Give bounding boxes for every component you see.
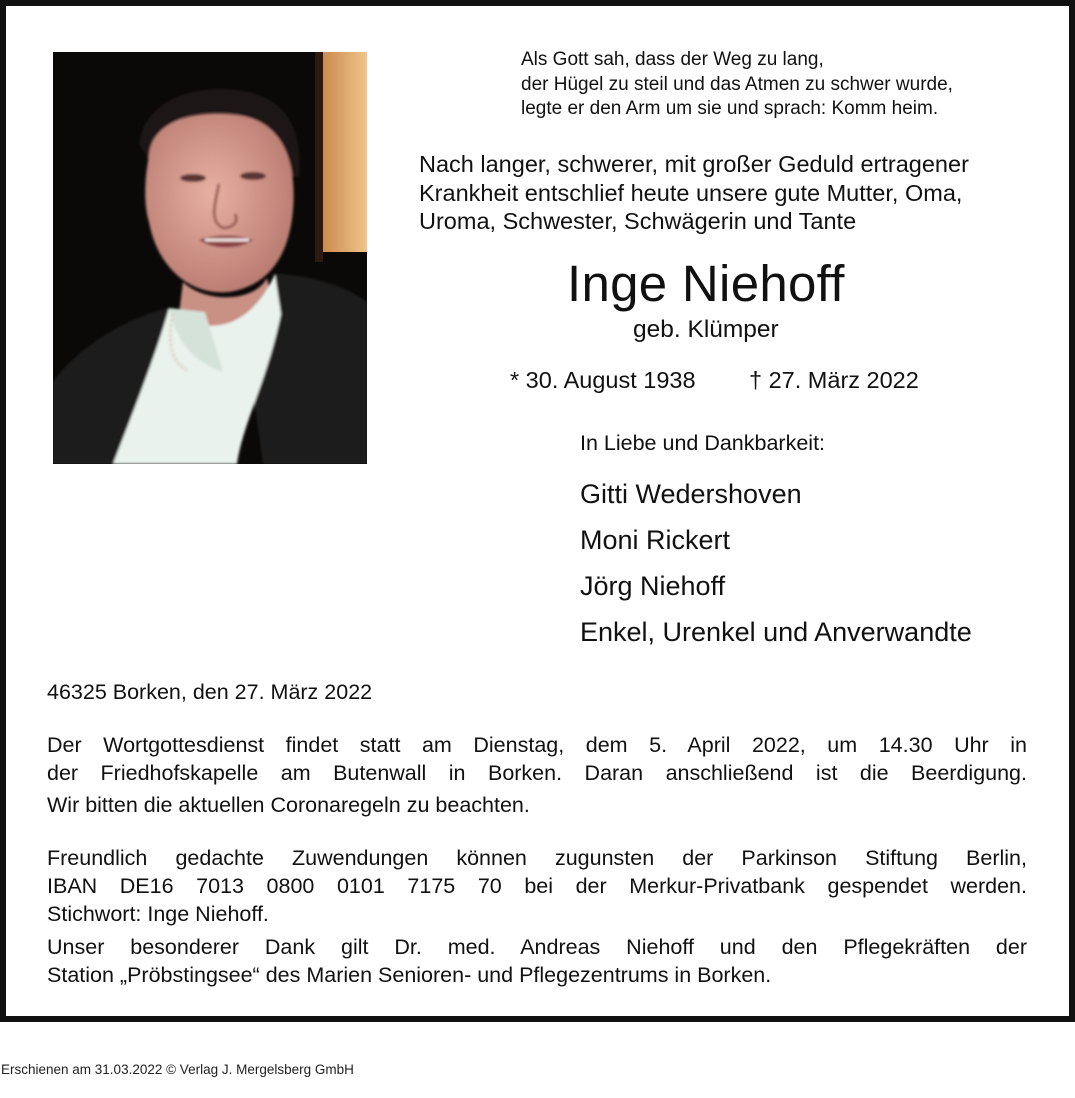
intro-line: Uroma, Schwester, Schwägerin und Tante (419, 208, 857, 234)
deceased-name: Inge Niehoff (567, 255, 845, 312)
portrait-photo (53, 52, 367, 464)
gratitude-line: Station „Pröbstingsee“ des Marien Senioren- und Pflegezentrums in Borken. (47, 963, 772, 987)
donations-line: Freundlich gedachte Zuwendungen können zugunsten der Parkinson Stiftung Berlin, (47, 846, 1027, 870)
donations-paragraph (47, 844, 1027, 928)
poem-line: legte er den Arm um sie und sprach: Komm heim. (521, 98, 939, 119)
service-paragraph (47, 731, 1027, 787)
service-line: der Friedhofskapelle am Butenwall in Borken. Daran anschließend ist die Beerdigung. (47, 761, 1027, 785)
birth-name: geb. Klümper (633, 316, 779, 343)
corona-note: Wir bitten die aktuellen Coronaregeln zu beachten. (47, 793, 530, 817)
mourner: Moni Rickert (580, 525, 731, 555)
death-date: † 27. März 2022 (749, 367, 919, 393)
intro-line: Krankheit entschlief heute unsere gute Mutter, Oma, (419, 179, 963, 206)
place-date: 46325 Borken, den 27. März 2022 (47, 680, 373, 704)
poem-line: Als Gott sah, dass der Weg zu lang, (521, 49, 824, 70)
birth-date: * 30. August 1938 (510, 367, 696, 393)
service-line: Der Wortgottesdienst findet statt am Dienstag, dem 5. April 2022, um 14.30 Uhr in (47, 733, 1027, 757)
intro-line: Nach langer, schwerer, mit großer Geduld ertragener (419, 151, 969, 177)
corona-note-paragraph (47, 791, 1027, 819)
gratitude-paragraph (47, 933, 1027, 989)
gratitude-line: Unser besonderer Dank gilt Dr. med. Andreas Niehoff und den Pflegekräften der (47, 935, 1027, 959)
poem-line: der Hügel zu steil und das Atmen zu schwer wurde, (521, 73, 953, 95)
poem (521, 48, 953, 122)
thanks-heading: In Liebe und Dankbarkeit: (580, 431, 826, 455)
mourner: Jörg Niehoff (580, 571, 726, 601)
mourners-list (580, 471, 972, 655)
donations-line: IBAN DE16 7013 0800 0101 7175 70 bei der Merkur-Privatbank gespendet werden. (47, 874, 1027, 898)
mourner: Enkel, Urenkel und Anverwandte (580, 617, 972, 647)
intro-text (419, 150, 969, 236)
mourner: Gitti Wedershoven (580, 479, 802, 509)
publication-footer: Erschienen am 31.03.2022 © Verlag J. Mergelsberg GmbH (1, 1062, 354, 1077)
donations-line: Stichwort: Inge Niehoff. (47, 902, 269, 926)
